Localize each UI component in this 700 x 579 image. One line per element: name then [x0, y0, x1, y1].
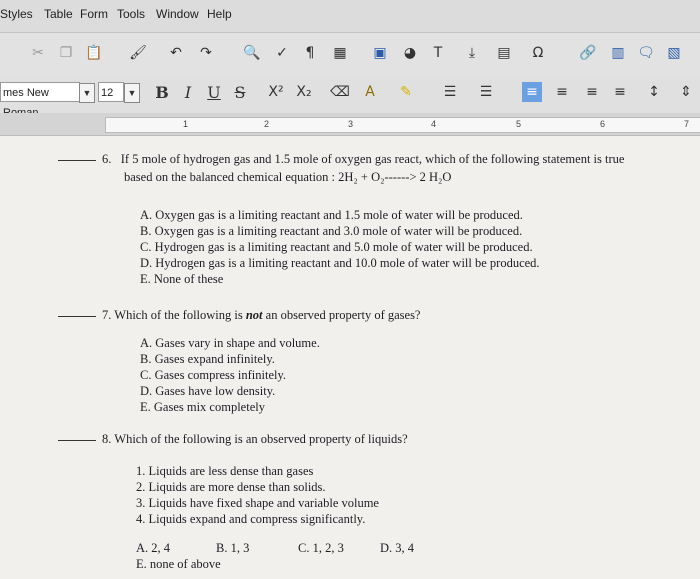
underline-button[interactable]: U: [207, 82, 221, 102]
standard-toolbar: [0, 33, 700, 76]
ruler-number: 6: [600, 119, 606, 129]
insert-field-icon[interactable]: ▤: [497, 45, 511, 61]
font-size-box[interactable]: 12: [98, 82, 124, 102]
ruler-track: [105, 117, 700, 133]
question-text-after: an observed property of gases?: [262, 308, 421, 322]
paste-icon[interactable]: 📋: [85, 45, 103, 61]
align-center-icon[interactable]: ≡: [556, 84, 568, 100]
option: E. Gases mix completely: [140, 400, 265, 414]
insert-image-icon[interactable]: ▣: [373, 45, 387, 61]
footnote-icon[interactable]: ▥: [611, 45, 625, 61]
ruler-number: 3: [348, 119, 354, 129]
option: B. Gases expand infinitely.: [140, 352, 275, 366]
answer-blank: [58, 316, 96, 317]
strikethrough-button[interactable]: S: [234, 82, 246, 102]
hyperlink-icon[interactable]: 🔗: [579, 45, 597, 61]
redo-icon[interactable]: ↷: [200, 45, 212, 61]
clone-formatting-icon[interactable]: 🖌: [129, 45, 147, 61]
cut-icon[interactable]: ✂: [32, 45, 44, 61]
menu-bar: [0, 0, 700, 33]
paragraph-spacing-icon[interactable]: ⇕: [680, 84, 692, 100]
special-character-icon[interactable]: Ω: [532, 45, 544, 61]
option: C. Gases compress infinitely.: [140, 368, 287, 382]
insert-table-icon[interactable]: ▦: [333, 45, 347, 61]
insert-chart-icon[interactable]: ◕: [403, 45, 417, 61]
menu-form[interactable]: Form: [80, 7, 108, 21]
option: A. 2, 4: [136, 541, 171, 555]
font-name-box[interactable]: mes New: [0, 82, 80, 102]
undo-icon[interactable]: ↶: [170, 45, 182, 61]
question-7-line: [58, 308, 420, 323]
align-left-icon[interactable]: ≡: [522, 82, 542, 102]
option: E. None of these: [140, 272, 224, 286]
highlight-icon[interactable]: ✎: [400, 84, 412, 100]
font-size-dropdown[interactable]: ▼: [124, 83, 140, 103]
track-changes-icon[interactable]: ▧: [667, 45, 681, 61]
menu-styles[interactable]: Styles: [0, 7, 33, 21]
statement: 1. Liquids are less dense than gases: [136, 464, 314, 478]
text-box-icon[interactable]: T: [433, 45, 443, 61]
page-break-icon[interactable]: ⤓: [468, 45, 476, 61]
ruler-number: 5: [516, 119, 522, 129]
option: D. Hydrogen gas is a limiting reactant and 10.0 mole of water will be produced.: [140, 256, 540, 270]
option: B. 1, 3: [216, 541, 250, 555]
answer-blank: [58, 160, 96, 161]
superscript-button[interactable]: X²: [268, 84, 284, 100]
clear-formatting-icon[interactable]: ⌫: [330, 84, 350, 100]
ruler[interactable]: [0, 113, 700, 136]
bullet-list-icon[interactable]: ☰: [443, 84, 457, 100]
document-page[interactable]: [0, 136, 700, 579]
menu-tools[interactable]: Tools: [117, 7, 146, 21]
statement: 2. Liquids are more dense than solids.: [136, 480, 326, 494]
option: E. none of above: [136, 557, 221, 571]
question-text: Which of the following is an observed property of liquids?: [114, 432, 408, 446]
question-number: 8.: [102, 432, 112, 446]
italic-button[interactable]: I: [184, 82, 192, 102]
ruler-number: 2: [264, 119, 270, 129]
option: A. Oxygen gas is a limiting reactant and 1.5 mole of water will be produced.: [140, 208, 523, 222]
question-text-before: Which of the following is: [114, 308, 246, 322]
line-spacing-icon[interactable]: ↕: [648, 84, 660, 100]
font-name-dropdown[interactable]: ▼: [79, 83, 95, 103]
question-text-emphasis: not: [245, 308, 263, 322]
question-number: 7.: [102, 308, 112, 322]
statement: 3. Liquids have fixed shape and variable volume: [136, 496, 379, 510]
question-number: 6.: [102, 152, 112, 166]
question-text: If 5 mole of hydrogen gas and 1.5 mole of oxygen gas react, which of the following statement is true: [120, 152, 625, 166]
copy-icon[interactable]: ❐: [59, 45, 73, 61]
comment-icon[interactable]: 🗨: [637, 45, 655, 61]
spelling-icon[interactable]: ✓: [276, 45, 288, 61]
statement: 4. Liquids expand and compress significantly.: [136, 512, 366, 526]
option: C. Hydrogen gas is a limiting reactant and 5.0 mole of water will be produced.: [140, 240, 533, 254]
formatting-marks-icon[interactable]: ¶: [305, 45, 315, 61]
ruler-number: 1: [183, 119, 189, 129]
option: D. Gases have low density.: [140, 384, 276, 398]
align-right-icon[interactable]: ≡: [586, 84, 598, 100]
option: D. 3, 4: [380, 541, 415, 555]
question-6-line1: [58, 152, 624, 167]
bold-button[interactable]: B: [155, 82, 169, 102]
subscript-button[interactable]: X₂: [296, 84, 312, 100]
ruler-number: 4: [431, 119, 437, 129]
find-replace-icon[interactable]: 🔍: [243, 45, 261, 61]
font-color-icon[interactable]: A: [365, 84, 375, 100]
menu-help[interactable]: Help: [207, 7, 232, 21]
answer-blank: [58, 440, 96, 441]
menu-window[interactable]: Window: [156, 7, 199, 21]
ruler-number: 7: [684, 119, 690, 129]
option: A. Gases vary in shape and volume.: [140, 336, 320, 350]
menu-table[interactable]: Table: [44, 7, 73, 21]
question-8-line: [58, 432, 408, 447]
question-6-line2: based on the balanced chemical equation : 2H₂ + O₂------> 2 H₂O: [124, 170, 452, 184]
option: B. Oxygen gas is a limiting reactant and 3.0 mole of water will be produced.: [140, 224, 523, 238]
option: C. 1, 2, 3: [298, 541, 344, 555]
numbered-list-icon[interactable]: ☰: [479, 84, 493, 100]
justify-icon[interactable]: ≡: [614, 84, 626, 100]
